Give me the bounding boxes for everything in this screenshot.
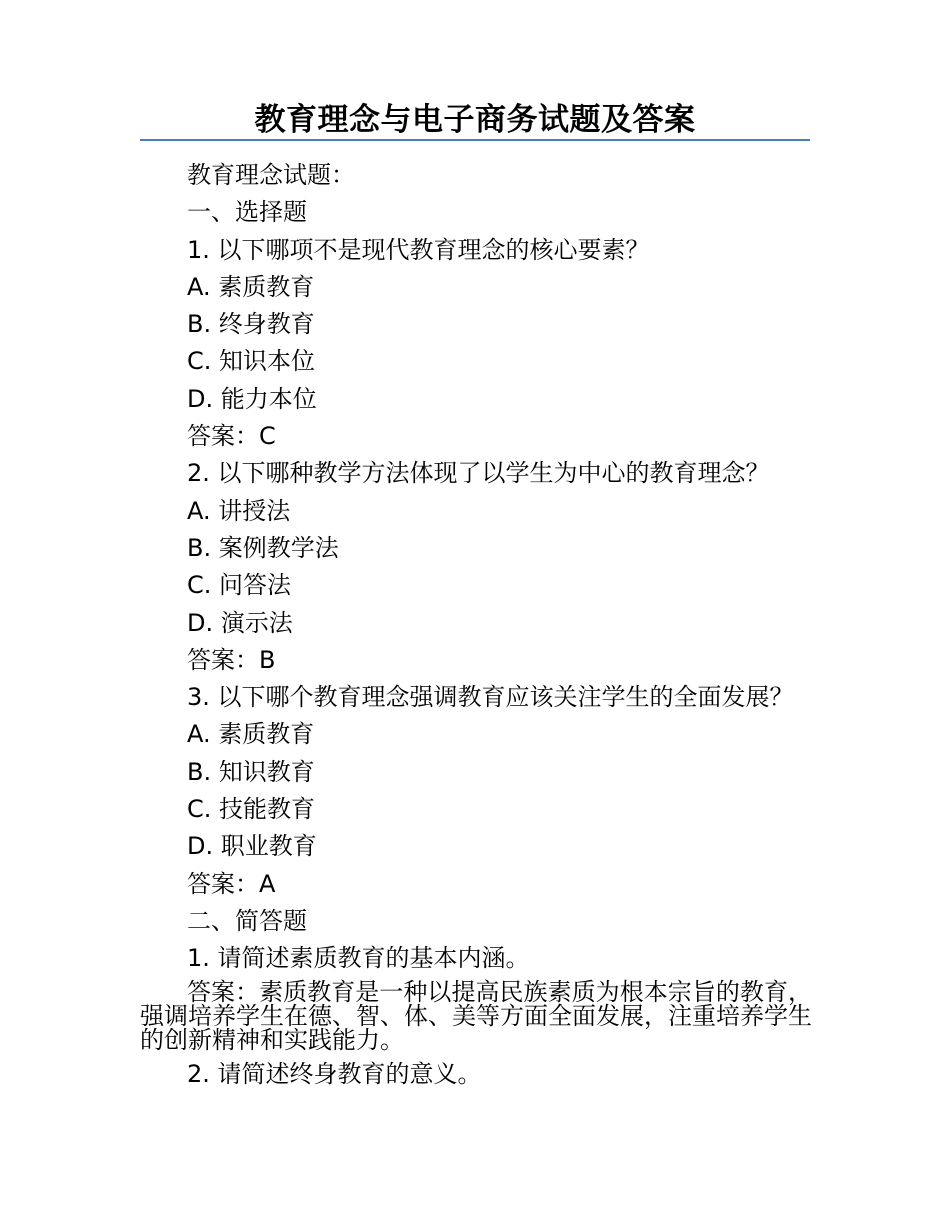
document-title: 教育理念与电子商务试题及答案 bbox=[254, 102, 696, 138]
section-heading: 二、简答题 bbox=[187, 906, 307, 935]
section-heading: 教育理念试题： bbox=[187, 161, 355, 189]
question-text: 2. 请简述终身教育的意义。 bbox=[187, 1060, 482, 1088]
question-list bbox=[187, 157, 827, 978]
question-text: 1. 以下哪项不是现代教育理念的核心要素？ bbox=[187, 235, 650, 264]
option-text: A. 素质教育 bbox=[187, 720, 315, 749]
option-text: D. 演示法 bbox=[187, 608, 293, 637]
option-text: D. 职业教育 bbox=[187, 832, 317, 861]
answer-paragraph: 答案：素质教育是一种以提高民族素质为根本宗旨的教育，强调培养学生在德、智、体、美等方面全面发展，注重培养学生的创新精神和实践能力。 bbox=[140, 978, 812, 1054]
section-heading: 一、选择题 bbox=[187, 198, 307, 227]
question-text: 1. 请简述素质教育的基本内涵。 bbox=[187, 944, 530, 973]
answer-text: 答案：B bbox=[187, 645, 276, 674]
title-underline bbox=[140, 139, 810, 141]
option-text: D. 能力本位 bbox=[187, 384, 317, 413]
question-text: 3. 以下哪个教育理念强调教育应该关注学生的全面发展？ bbox=[187, 683, 794, 712]
answer-text: 答案：A bbox=[187, 869, 276, 898]
option-text: B. 知识教育 bbox=[187, 757, 315, 786]
option-text: C. 知识本位 bbox=[187, 347, 316, 376]
answer-text: 答案：C bbox=[187, 422, 276, 451]
option-text: B. 终身教育 bbox=[187, 310, 315, 339]
option-text: A. 讲授法 bbox=[187, 496, 291, 525]
option-text: B. 案例教学法 bbox=[187, 533, 339, 562]
option-text: C. 问答法 bbox=[187, 571, 292, 600]
question-text: 2. 以下哪种教学方法体现了以学生为中心的教育理念？ bbox=[187, 459, 770, 488]
option-text: A. 素质教育 bbox=[187, 272, 315, 301]
option-text: C. 技能教育 bbox=[187, 795, 316, 824]
